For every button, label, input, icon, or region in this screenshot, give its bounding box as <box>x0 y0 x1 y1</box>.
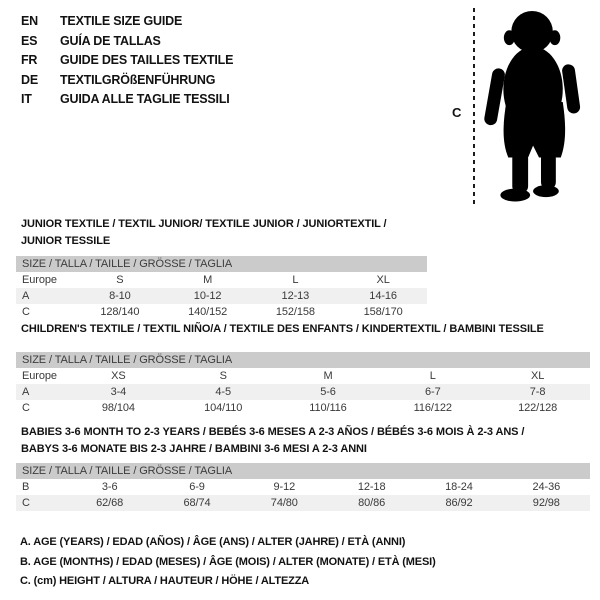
language-row-es <box>21 32 233 52</box>
value-cell: 3-4 <box>110 385 127 398</box>
table-row <box>16 495 590 511</box>
baby-silhouette-icon <box>482 7 597 205</box>
value-cell: 152/158 <box>275 306 315 318</box>
value-cell: M <box>323 369 333 382</box>
row-label: Europe <box>22 369 57 382</box>
value-cell: 140/152 <box>188 306 228 318</box>
language-code: ES <box>21 33 38 48</box>
row-label: C <box>22 497 30 509</box>
value-cell: 6-9 <box>189 481 205 493</box>
junior-table-body <box>16 272 427 320</box>
value-cell: 12-18 <box>357 481 386 493</box>
value-cell: XS <box>111 369 126 382</box>
guide-title-en: TEXTILE SIZE GUIDE <box>60 14 183 28</box>
language-list <box>21 12 233 110</box>
guide-title-de: TEXTILGRÖßENFÜHRUNG <box>60 72 216 87</box>
guide-title-it: GUIDA ALLE TAGLIE TESSILI <box>60 92 230 106</box>
table-row <box>16 304 427 320</box>
value-cell: 5-6 <box>320 385 336 398</box>
footnote-height-cm: C. (cm) HEIGHT / ALTURA / HAUTEUR / HÖHE / ALTEZZA <box>20 575 310 587</box>
table-title-line: BABYS 3-6 MONATE BIS 2-3 JAHRE / BAMBINI 3-6 MESI A 2-3 ANNI <box>21 442 367 455</box>
language-row-it <box>21 90 233 110</box>
table-title-line: BABIES 3-6 MONTH TO 2-3 YEARS / BEBÉS 3-6 MESES A 2-3 AÑOS / BÉBÉS 3-6 MOIS À 2-3 ANS / <box>21 426 525 438</box>
value-cell: 3-6 <box>101 481 118 493</box>
value-cell: 86/92 <box>445 497 473 509</box>
table-row <box>16 479 590 495</box>
table-title-line: JUNIOR TEXTILE / TEXTIL JUNIOR/ TEXTILE JUNIOR / JUNIORTEXTIL / JUNIOR TESSILE <box>21 218 387 247</box>
value-cell: 10-12 <box>193 290 222 302</box>
value-cell: 80/86 <box>358 497 386 509</box>
value-cell: 116/122 <box>413 401 452 414</box>
value-cell: 158/170 <box>363 306 403 318</box>
value-cell: 14-16 <box>369 290 397 302</box>
value-cell: L <box>429 369 436 382</box>
size-header-bar: SIZE / TALLA / TAILLE / GRÖSSE / TAGLIA <box>16 352 590 368</box>
value-cell: 104/110 <box>204 401 243 414</box>
footnote-legend <box>20 533 436 592</box>
junior-size-table <box>16 216 427 320</box>
value-cell: 110/116 <box>309 401 347 414</box>
row-label: A <box>22 385 30 398</box>
language-code: DE <box>21 72 38 87</box>
value-cell: 7-8 <box>529 385 546 398</box>
table-title-line: CHILDREN'S TEXTILE / TEXTIL NIÑO/A / TEXTILE DES ENFANTS / KINDERTEXTIL / BAMBINI TESSILE <box>21 323 544 335</box>
language-row-fr <box>21 51 233 71</box>
value-cell: 122/128 <box>518 401 558 414</box>
value-cell: 12-13 <box>281 290 310 302</box>
table-row <box>16 288 427 304</box>
value-cell: M <box>203 274 213 286</box>
language-code: FR <box>21 53 38 67</box>
value-cell: S <box>116 274 124 286</box>
footnote-age-months: B. AGE (MONTHS) / EDAD (MESES) / ÂGE (MOIS) / ALTER (MONATE) / ETÀ (MESI) <box>20 555 436 568</box>
value-cell: 128/140 <box>100 306 140 318</box>
babies-size-table <box>16 424 590 511</box>
babies-table-body <box>16 479 590 511</box>
height-measure-dashed-line <box>473 8 475 207</box>
value-cell: 9-12 <box>273 481 296 493</box>
size-header-bar: SIZE / TALLA / TAILLE / GRÖSSE / TAGLIA <box>16 463 590 479</box>
size-header-bar: SIZE / TALLA / TAILLE / GRÖSSE / TAGLIA <box>16 256 427 272</box>
value-cell: XL <box>376 274 390 286</box>
guide-title-es: GUÍA DE TALLAS <box>60 33 161 48</box>
value-cell: 74/80 <box>270 497 298 509</box>
row-label: A <box>22 290 30 302</box>
babies-table-title <box>16 424 590 457</box>
value-cell: 62/68 <box>96 497 124 509</box>
height-measure-label: C <box>452 105 462 120</box>
value-cell: XL <box>530 369 545 382</box>
value-cell: 24-36 <box>532 481 561 493</box>
language-code: EN <box>21 14 38 28</box>
footnote-age-years: A. AGE (YEARS) / EDAD (AÑOS) / ÂGE (ANS) / ALTER (JAHRE) / ETÀ (ANNI) <box>20 536 406 548</box>
language-code: IT <box>21 92 32 106</box>
children-table-title <box>16 321 590 338</box>
children-size-table <box>16 321 590 416</box>
value-cell: 92/98 <box>532 497 560 509</box>
row-label: C <box>22 401 30 414</box>
language-row-en <box>21 12 233 32</box>
table-row <box>16 368 590 384</box>
junior-table-title <box>16 216 427 249</box>
value-cell: 68/74 <box>183 497 211 509</box>
row-label: Europe <box>22 274 57 286</box>
value-cell: 98/104 <box>101 401 135 414</box>
table-row <box>16 400 590 416</box>
row-label: B <box>22 481 30 493</box>
value-cell: 8-10 <box>109 290 131 302</box>
table-row <box>16 272 427 288</box>
children-table-body <box>16 368 590 416</box>
value-cell: L <box>292 274 299 286</box>
value-cell: S <box>219 369 227 382</box>
value-cell: 6-7 <box>424 385 441 398</box>
value-cell: 18-24 <box>445 481 473 493</box>
row-label: C <box>22 306 30 318</box>
guide-title-fr: GUIDE DES TAILLES TEXTILE <box>60 53 234 67</box>
table-row <box>16 384 590 400</box>
language-row-de <box>21 71 233 91</box>
value-cell: 4-5 <box>215 385 231 398</box>
